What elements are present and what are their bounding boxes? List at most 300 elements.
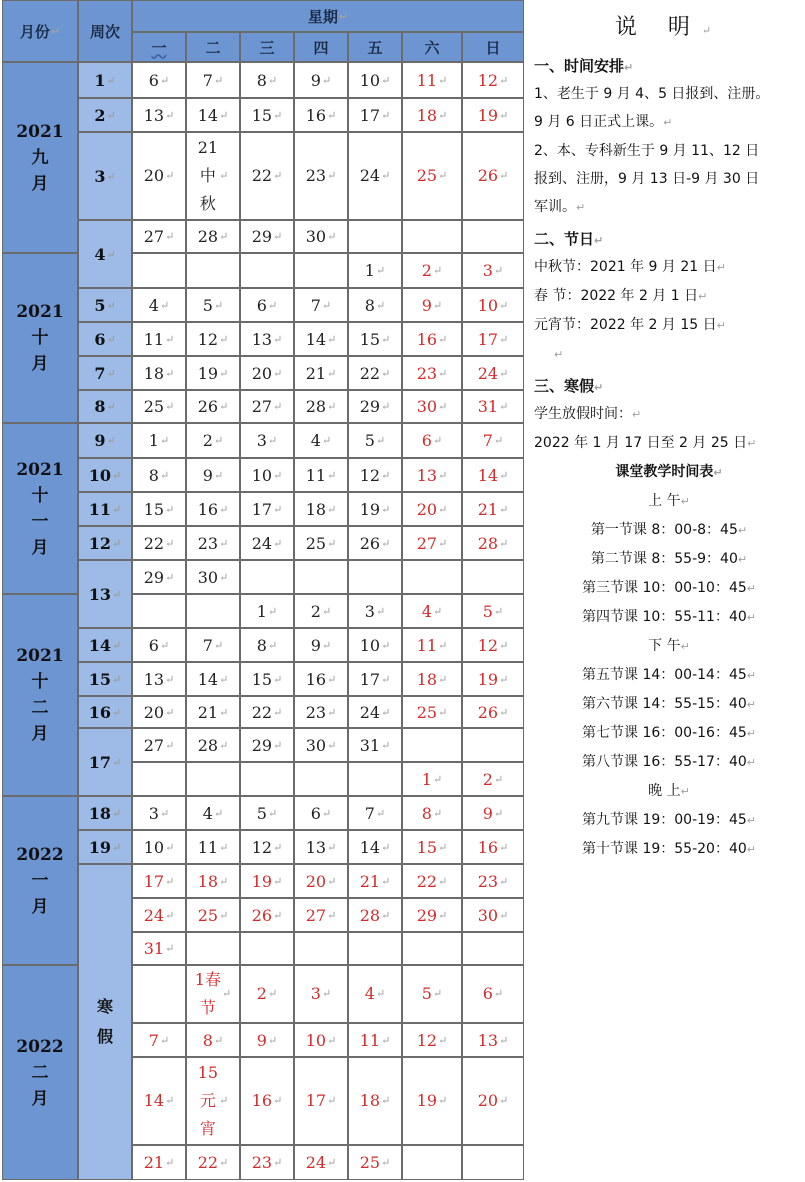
evening-label: 晚 上↵ bbox=[648, 783, 690, 799]
date-cell: 25 ↵ bbox=[132, 390, 186, 423]
date-value: 13 bbox=[143, 669, 165, 689]
month-label-line: 月 bbox=[31, 724, 49, 744]
date-value: 25 bbox=[416, 166, 438, 185]
period-5: 第五节课 14：00-14：45↵ bbox=[582, 667, 756, 683]
date-value: 2 bbox=[310, 601, 321, 621]
date-cell: 27 ↵ bbox=[132, 728, 186, 762]
date-cell: 28 ↵ bbox=[186, 728, 240, 762]
date-value: 20 bbox=[477, 1091, 499, 1110]
date-cell bbox=[132, 762, 186, 796]
vacation-range: 2022 年 1 月 17 日至 2 月 25 日↵ bbox=[534, 435, 757, 451]
week-number: 7 bbox=[94, 363, 106, 383]
date-value: 6 bbox=[310, 803, 321, 823]
date-cell: 28 ↵ bbox=[462, 526, 524, 560]
old-student-note-cont: 9 月 6 日正式上课。↵ bbox=[534, 114, 673, 130]
date-cell: 25 ↵ bbox=[402, 132, 462, 220]
date-value: 3 bbox=[256, 431, 267, 450]
date-cell: 15 ↵ bbox=[240, 662, 294, 696]
date-cell: 14 ↵ bbox=[462, 458, 524, 492]
date-value: 11 bbox=[197, 837, 219, 857]
month-label-line: 月 bbox=[31, 173, 49, 194]
class-schedule-title: 课堂教学时间表↵ bbox=[615, 464, 723, 480]
date-cell bbox=[294, 762, 348, 796]
date-cell: 10 ↵ bbox=[462, 288, 524, 322]
month-label-line: 2022 bbox=[16, 1036, 64, 1057]
date-cell: 27 ↵ bbox=[402, 526, 462, 560]
date-cell bbox=[132, 965, 186, 1023]
date-value: 7 bbox=[148, 1030, 159, 1050]
date-value: 25 bbox=[416, 702, 438, 722]
week-number-cell: 18 ↵ bbox=[78, 796, 132, 830]
date-cell: 24 ↵ bbox=[348, 132, 402, 220]
date-value: 13 bbox=[251, 329, 273, 349]
date-value: 26 bbox=[197, 397, 219, 416]
date-value: 12 bbox=[477, 635, 499, 655]
date-cell: 2 ↵ bbox=[294, 594, 348, 628]
period-10: 第十节课 19：55-20：40↵ bbox=[582, 841, 756, 857]
header-month-cell: 月份 ↵ bbox=[2, 0, 78, 62]
date-cell bbox=[294, 932, 348, 965]
date-value: 14 bbox=[305, 329, 327, 349]
date-cell: 24 ↵ bbox=[462, 356, 524, 390]
date-cell bbox=[348, 560, 402, 594]
date-cell: 8 ↵ bbox=[240, 62, 294, 98]
date-value: 27 bbox=[143, 227, 165, 246]
week-number: 16 bbox=[88, 702, 112, 722]
date-cell: 4 ↵ bbox=[186, 796, 240, 830]
date-value: 18 bbox=[143, 363, 165, 383]
date-cell: 10 ↵ bbox=[348, 62, 402, 98]
date-cell: 31 ↵ bbox=[462, 390, 524, 423]
date-value: 11 bbox=[143, 329, 165, 349]
date-cell: 21 ↵ bbox=[132, 1145, 186, 1180]
date-cell: 7 ↵ bbox=[294, 288, 348, 322]
date-value: 10 bbox=[477, 295, 499, 315]
date-cell: 19 ↵ bbox=[186, 356, 240, 390]
week-number: 2 bbox=[94, 105, 106, 125]
month-label-line: 二 bbox=[31, 698, 49, 718]
date-cell: 7 ↵ bbox=[132, 1023, 186, 1057]
period-9: 第九节课 19：00-19：45↵ bbox=[582, 812, 756, 828]
date-cell: 20 ↵ bbox=[462, 1057, 524, 1145]
date-cell: 10 ↵ bbox=[294, 1023, 348, 1057]
date-value: 18 bbox=[359, 1091, 381, 1110]
month-label-line: 2021 bbox=[16, 459, 64, 480]
date-value: 17 bbox=[359, 105, 381, 125]
date-cell: 6 ↵ bbox=[462, 965, 524, 1023]
date-value: 12 bbox=[416, 1030, 438, 1050]
date-value: 13 bbox=[477, 1030, 499, 1050]
date-cell bbox=[402, 728, 462, 762]
date-value: 17 bbox=[359, 669, 381, 689]
winter-vacation-cell bbox=[78, 864, 132, 1180]
date-value: 8 bbox=[202, 1030, 213, 1050]
period-3: 第三节课 10：00-10：45↵ bbox=[582, 580, 756, 596]
date-value: 11 bbox=[416, 70, 438, 90]
week-number: 17 bbox=[88, 752, 112, 772]
date-cell: 1春 节 ↵ bbox=[186, 965, 240, 1023]
date-cell: 2 ↵ bbox=[240, 965, 294, 1023]
date-value: 25 bbox=[359, 1153, 381, 1172]
date-cell: 23 ↵ bbox=[402, 356, 462, 390]
spring-festival-note: 春 节：2022 年 2 月 1 日↵ bbox=[534, 288, 708, 304]
weekday-header-cell bbox=[402, 32, 462, 62]
date-value: 22 bbox=[359, 363, 381, 383]
date-cell: 15 ↵ bbox=[132, 492, 186, 526]
date-cell: 18 ↵ bbox=[348, 1057, 402, 1145]
date-cell: 21 ↵ bbox=[348, 864, 402, 898]
date-cell: 21 中 秋 ↵ bbox=[186, 132, 240, 220]
date-value: 3 bbox=[482, 261, 493, 280]
date-cell: 1 ↵ bbox=[132, 423, 186, 458]
date-cell: 4 ↵ bbox=[132, 288, 186, 322]
header-week-label: 周次 bbox=[89, 22, 120, 41]
date-value: 4 bbox=[148, 295, 159, 315]
notes-panel bbox=[534, 6, 804, 864]
date-value: 21 bbox=[477, 499, 499, 519]
date-cell: 9 ↵ bbox=[294, 628, 348, 662]
date-cell: 5 ↵ bbox=[402, 965, 462, 1023]
date-cell: 27 ↵ bbox=[294, 898, 348, 932]
date-cell: 2 ↵ bbox=[186, 423, 240, 458]
date-value: 5 bbox=[421, 984, 432, 1003]
date-cell: 7 ↵ bbox=[186, 62, 240, 98]
date-cell: 13 ↵ bbox=[132, 662, 186, 696]
date-value: 21 bbox=[143, 1153, 165, 1172]
date-value: 28 bbox=[197, 735, 219, 755]
week-number-cell: 5 ↵ bbox=[78, 288, 132, 322]
date-cell: 12 ↵ bbox=[462, 62, 524, 98]
date-cell: 21 ↵ bbox=[462, 492, 524, 526]
afternoon-label: 下 午↵ bbox=[648, 638, 690, 654]
weekday-header-cell bbox=[348, 32, 402, 62]
date-cell bbox=[402, 932, 462, 965]
date-cell: 31 ↵ bbox=[348, 728, 402, 762]
date-value: 28 bbox=[477, 533, 499, 553]
date-cell: 20 ↵ bbox=[294, 864, 348, 898]
section-holiday-title: 二、节日↵ bbox=[534, 230, 604, 248]
date-cell: 19 ↵ bbox=[462, 662, 524, 696]
date-value: 10 bbox=[359, 635, 381, 655]
week-number-cell: 3 ↵ bbox=[78, 132, 132, 220]
date-cell: 26 ↵ bbox=[462, 132, 524, 220]
date-cell: 12 ↵ bbox=[348, 458, 402, 492]
date-cell: 11 ↵ bbox=[132, 322, 186, 356]
date-value: 29 bbox=[416, 905, 438, 925]
date-value: 17 bbox=[251, 499, 273, 519]
date-value: 15 bbox=[251, 669, 273, 689]
date-cell bbox=[186, 932, 240, 965]
date-value: 24 bbox=[305, 1153, 327, 1172]
date-value: 8 bbox=[148, 465, 159, 485]
date-value: 10 bbox=[143, 837, 165, 857]
date-value: 26 bbox=[359, 533, 381, 553]
date-value: 31 bbox=[143, 939, 165, 958]
date-cell bbox=[240, 253, 294, 288]
month-label-line: 月 bbox=[31, 354, 49, 374]
date-cell: 10 ↵ bbox=[348, 628, 402, 662]
date-value: 7 bbox=[364, 803, 375, 823]
date-value: 27 bbox=[416, 533, 438, 553]
date-value: 29 bbox=[251, 227, 273, 246]
month-label-line: 二 bbox=[31, 1062, 49, 1083]
date-cell: 17 ↵ bbox=[462, 322, 524, 356]
date-value: 17 bbox=[305, 1091, 327, 1110]
date-value: 8 bbox=[364, 295, 375, 315]
date-value: 28 bbox=[305, 397, 327, 416]
date-value: 20 bbox=[143, 166, 165, 185]
date-cell: 26 ↵ bbox=[462, 696, 524, 728]
date-cell: 7 ↵ bbox=[348, 796, 402, 830]
header-weekday-cell: 星期 ↵ bbox=[132, 0, 524, 32]
date-value: 2 bbox=[202, 431, 213, 450]
date-cell: 7 ↵ bbox=[462, 423, 524, 458]
date-value: 23 bbox=[305, 166, 327, 185]
date-cell: 15 ↵ bbox=[402, 830, 462, 864]
date-cell: 18 ↵ bbox=[294, 492, 348, 526]
date-value: 16 bbox=[416, 329, 438, 349]
date-cell: 8 ↵ bbox=[240, 628, 294, 662]
date-cell: 23 ↵ bbox=[462, 864, 524, 898]
date-value: 30 bbox=[416, 397, 438, 416]
header-week-cell bbox=[78, 0, 132, 62]
date-cell bbox=[186, 762, 240, 796]
date-value: 14 bbox=[359, 837, 381, 857]
date-value: 1 bbox=[256, 601, 267, 621]
new-student-note: 2、本、专科新生于 9 月 11、12 日 bbox=[534, 143, 760, 159]
date-cell: 13 ↵ bbox=[402, 458, 462, 492]
date-cell: 29 ↵ bbox=[132, 560, 186, 594]
date-cell: 5 ↵ bbox=[462, 594, 524, 628]
date-cell: 8 ↵ bbox=[348, 288, 402, 322]
date-value: 28 bbox=[359, 905, 381, 925]
week-number-cell: 2 ↵ bbox=[78, 98, 132, 132]
weekday-header-cell bbox=[186, 32, 240, 62]
date-value: 5 bbox=[364, 431, 375, 450]
date-cell: 25 ↵ bbox=[348, 1145, 402, 1180]
date-cell: 3 ↵ bbox=[240, 423, 294, 458]
date-cell: 16 ↵ bbox=[294, 662, 348, 696]
date-value: 2 bbox=[421, 261, 432, 280]
week-number-cell: 7 ↵ bbox=[78, 356, 132, 390]
month-label-line: 2021 bbox=[16, 302, 64, 322]
month-label-line: 十 bbox=[31, 485, 49, 506]
date-cell: 25 ↵ bbox=[294, 526, 348, 560]
week-number: 4 bbox=[94, 244, 106, 264]
date-cell: 28 ↵ bbox=[186, 220, 240, 253]
date-cell: 8 ↵ bbox=[402, 796, 462, 830]
date-cell bbox=[462, 1145, 524, 1180]
date-cell: 16 ↵ bbox=[186, 492, 240, 526]
week-number-cell: 13 ↵ bbox=[78, 560, 132, 628]
date-value: 19 bbox=[416, 1091, 438, 1110]
date-cell: 11 ↵ bbox=[186, 830, 240, 864]
morning-label: 上 午↵ bbox=[648, 493, 690, 509]
date-value: 7 bbox=[310, 295, 321, 315]
winter-vacation-label: 寒 bbox=[96, 997, 113, 1016]
week-number-cell: 17 ↵ bbox=[78, 728, 132, 796]
date-value: 8 bbox=[256, 635, 267, 655]
date-cell: 29 ↵ bbox=[240, 220, 294, 253]
date-value: 12 bbox=[197, 329, 219, 349]
date-value: 19 bbox=[477, 105, 499, 125]
date-value: 26 bbox=[477, 166, 499, 185]
date-value: 14 bbox=[477, 465, 499, 485]
date-value: 30 bbox=[305, 735, 327, 755]
date-value: 27 bbox=[251, 397, 273, 416]
date-value: 22 bbox=[251, 702, 273, 722]
date-value: 21 bbox=[305, 363, 327, 383]
week-number-cell: 11 ↵ bbox=[78, 492, 132, 526]
weekday-label: 六 bbox=[424, 38, 440, 57]
week-number: 18 bbox=[88, 803, 112, 823]
month-cell bbox=[2, 423, 78, 594]
date-value: 19 bbox=[251, 871, 273, 891]
week-number-cell: 10 ↵ bbox=[78, 458, 132, 492]
month-cell bbox=[2, 253, 78, 423]
date-cell: 22 ↵ bbox=[402, 864, 462, 898]
date-cell bbox=[348, 220, 402, 253]
date-cell: 8 ↵ bbox=[186, 1023, 240, 1057]
date-value: 12 bbox=[477, 70, 499, 90]
date-cell bbox=[402, 560, 462, 594]
date-cell: 5 ↵ bbox=[240, 796, 294, 830]
date-value: 15 bbox=[416, 837, 438, 857]
date-value: 23 bbox=[477, 871, 499, 891]
week-number: 3 bbox=[94, 166, 106, 186]
week-number-cell: 14 ↵ bbox=[78, 628, 132, 662]
date-value: 20 bbox=[416, 499, 438, 519]
date-value: 9 bbox=[256, 1030, 267, 1050]
date-cell: 4 ↵ bbox=[348, 965, 402, 1023]
date-value: 20 bbox=[143, 702, 165, 722]
vacation-label: 学生放假时间：↵ bbox=[534, 406, 642, 422]
date-cell: 16 ↵ bbox=[240, 1057, 294, 1145]
date-cell: 17 ↵ bbox=[348, 662, 402, 696]
date-cell: 29 ↵ bbox=[240, 728, 294, 762]
mid-autumn-note: 中秋节：2021 年 9 月 21 日↵ bbox=[534, 259, 726, 275]
date-cell: 7 ↵ bbox=[186, 628, 240, 662]
date-value: 22 bbox=[416, 871, 438, 891]
date-cell: 22 ↵ bbox=[348, 356, 402, 390]
date-cell: 17 ↵ bbox=[348, 98, 402, 132]
date-cell: 30 ↵ bbox=[462, 898, 524, 932]
date-cell: 4 ↵ bbox=[294, 423, 348, 458]
date-cell: 16 ↵ bbox=[462, 830, 524, 864]
date-cell: 31 ↵ bbox=[132, 932, 186, 965]
weekday-label: 五 bbox=[367, 38, 383, 57]
week-number-cell: 12 ↵ bbox=[78, 526, 132, 560]
date-cell: 6 ↵ bbox=[132, 62, 186, 98]
date-value: 15 元 宵 bbox=[197, 1063, 219, 1138]
date-value: 9 bbox=[202, 465, 213, 485]
date-cell: 29 ↵ bbox=[348, 390, 402, 423]
weekday-header-cell bbox=[132, 32, 186, 62]
date-cell: 18 ↵ bbox=[132, 356, 186, 390]
date-cell: 9 ↵ bbox=[186, 458, 240, 492]
date-cell: 25 ↵ bbox=[186, 898, 240, 932]
weekday-header-cell bbox=[294, 32, 348, 62]
date-cell: 9 ↵ bbox=[294, 62, 348, 98]
weekday-label: 四 bbox=[313, 38, 329, 57]
date-value: 29 bbox=[359, 397, 381, 416]
month-label-line: 十 bbox=[31, 328, 49, 348]
week-number-cell: 9 ↵ bbox=[78, 423, 132, 458]
week-number: 5 bbox=[94, 295, 106, 315]
date-cell: 14 ↵ bbox=[132, 1057, 186, 1145]
date-value: 20 bbox=[251, 363, 273, 383]
date-cell: 27 ↵ bbox=[240, 390, 294, 423]
date-value: 30 bbox=[197, 567, 219, 587]
date-cell: 20 ↵ bbox=[132, 132, 186, 220]
week-number-cell: 15 ↵ bbox=[78, 662, 132, 696]
date-value: 3 bbox=[310, 984, 321, 1003]
date-value: 13 bbox=[305, 837, 327, 857]
week-number: 19 bbox=[88, 837, 112, 857]
week-number-cell: 6 ↵ bbox=[78, 322, 132, 356]
date-cell: 22 ↵ bbox=[240, 132, 294, 220]
date-cell: 5 ↵ bbox=[186, 288, 240, 322]
date-value: 14 bbox=[143, 1091, 165, 1110]
section-winter-title: 三、寒假↵ bbox=[534, 377, 604, 395]
notes-title: 说 明↵ bbox=[614, 15, 724, 40]
date-value: 3 bbox=[148, 803, 159, 823]
date-value: 6 bbox=[421, 431, 432, 450]
date-cell: 19 ↵ bbox=[240, 864, 294, 898]
week-number: 15 bbox=[88, 669, 112, 689]
date-cell: 1 ↵ bbox=[348, 253, 402, 288]
date-cell bbox=[462, 560, 524, 594]
date-value: 14 bbox=[197, 669, 219, 689]
date-value: 14 bbox=[197, 105, 219, 125]
date-value: 21 bbox=[359, 871, 381, 891]
date-cell: 23 ↵ bbox=[186, 526, 240, 560]
date-cell: 3 ↵ bbox=[294, 965, 348, 1023]
date-cell: 16 ↵ bbox=[402, 322, 462, 356]
date-cell: 12 ↵ bbox=[186, 322, 240, 356]
date-cell: 16 ↵ bbox=[294, 98, 348, 132]
date-value: 31 bbox=[477, 397, 499, 416]
date-cell: 23 ↵ bbox=[240, 1145, 294, 1180]
date-value: 19 bbox=[477, 669, 499, 689]
week-number: 14 bbox=[88, 635, 112, 655]
month-label-line: 一 bbox=[31, 870, 49, 891]
date-value: 8 bbox=[421, 803, 432, 823]
date-value: 22 bbox=[251, 166, 273, 185]
date-value: 23 bbox=[305, 702, 327, 722]
period-8: 第八节课 16：55-17：40↵ bbox=[582, 754, 756, 770]
date-cell: 11 ↵ bbox=[402, 628, 462, 662]
date-cell: 10 ↵ bbox=[240, 458, 294, 492]
date-value: 15 bbox=[251, 105, 273, 125]
period-4: 第四节课 10：55-11：40↵ bbox=[582, 609, 756, 625]
date-value: 15 bbox=[143, 499, 165, 519]
new-student-note-cont: 报到、注册，9 月 13 日-9 月 30 日 bbox=[534, 171, 760, 187]
paragraph-mark: ↵ bbox=[554, 348, 564, 361]
date-value: 24 bbox=[359, 166, 381, 185]
period-1: 第一节课 8：00-8：45↵ bbox=[590, 522, 748, 538]
week-number: 13 bbox=[88, 584, 112, 604]
date-value: 17 bbox=[477, 329, 499, 349]
week-number-cell: 4 ↵ bbox=[78, 220, 132, 288]
date-value: 24 bbox=[359, 702, 381, 722]
date-value: 4 bbox=[364, 984, 375, 1003]
date-value: 24 bbox=[143, 905, 165, 925]
week-number-cell: 19 ↵ bbox=[78, 830, 132, 864]
date-cell bbox=[186, 594, 240, 628]
date-value: 10 bbox=[251, 465, 273, 485]
old-student-note: 1、老生于 9 月 4、5 日报到、注册。 bbox=[534, 86, 770, 102]
